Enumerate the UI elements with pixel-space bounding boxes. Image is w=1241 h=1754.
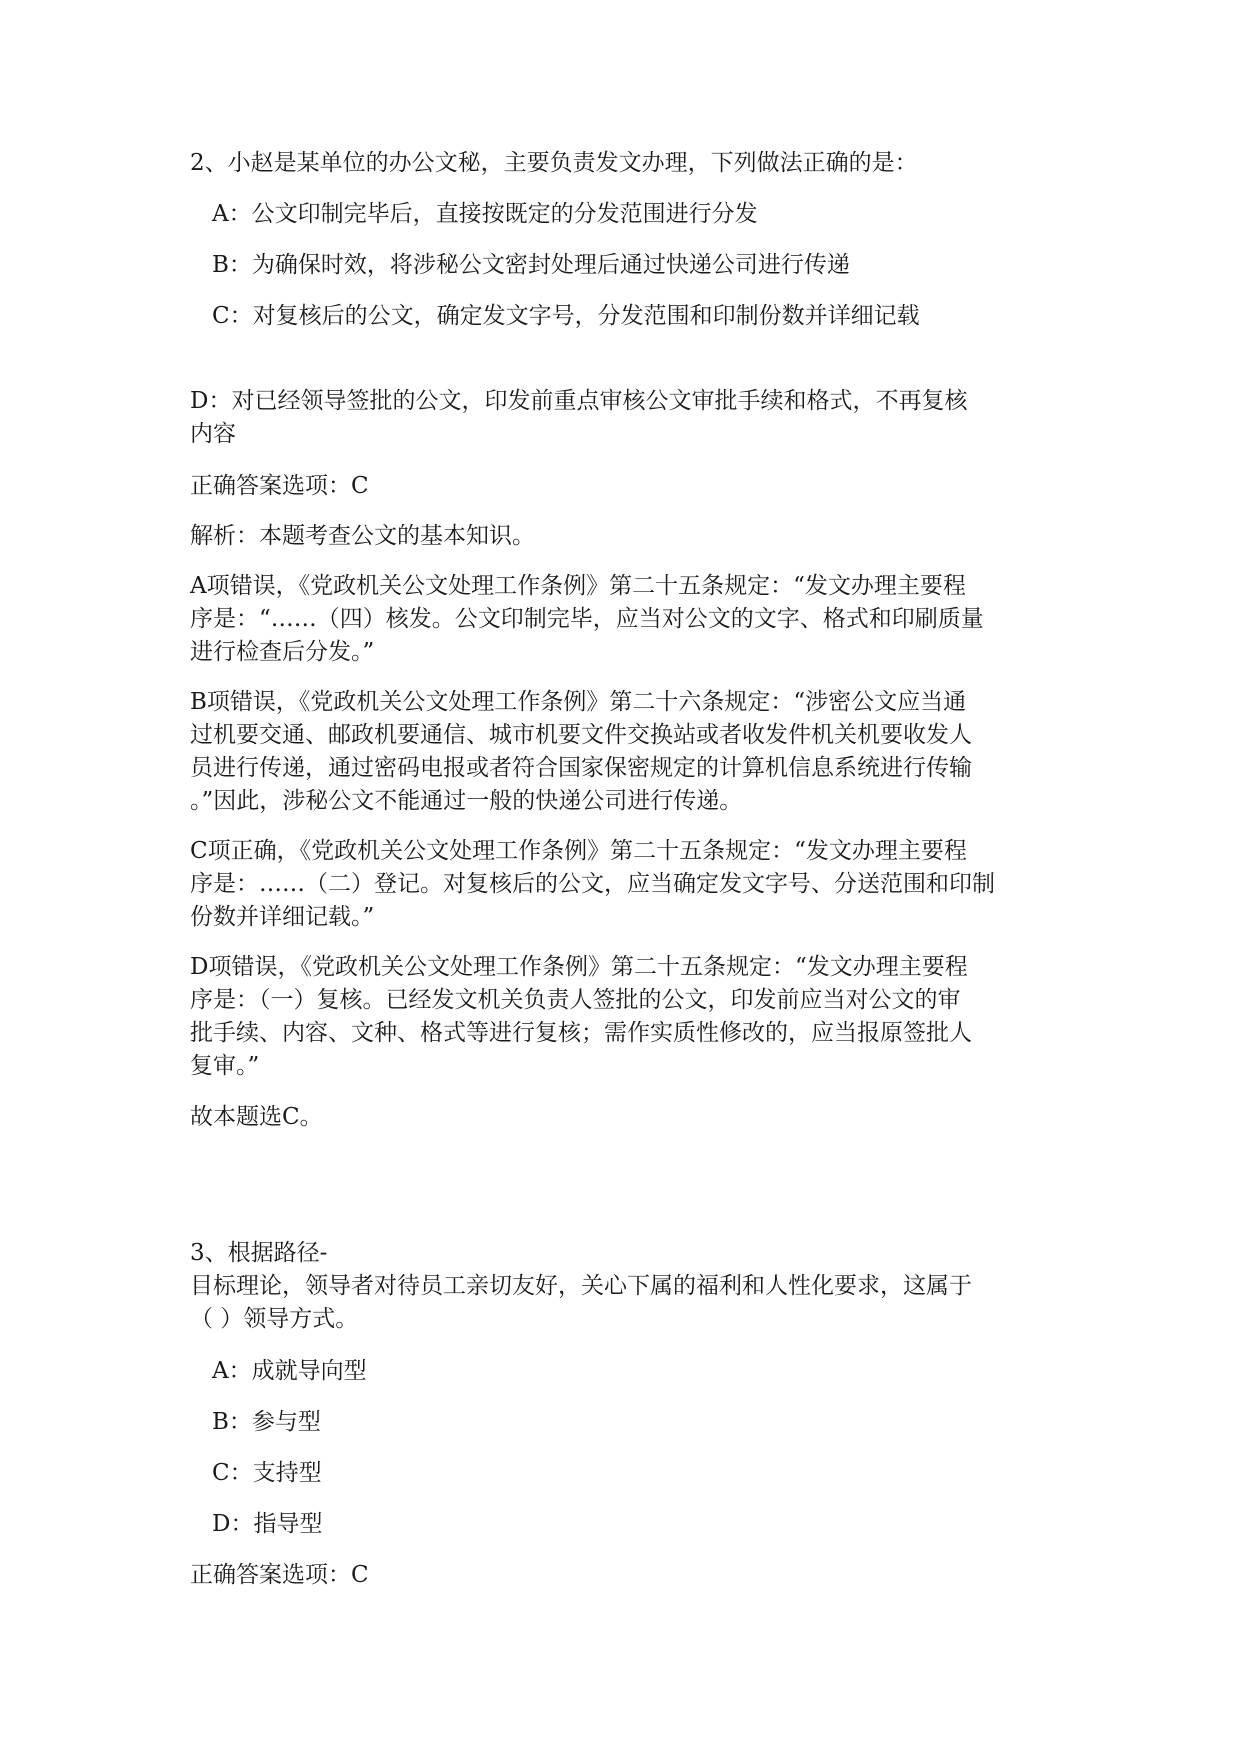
- question-2-conclusion: 故本题选C。: [190, 1104, 323, 1130]
- question-2-option-d-cont: 内容: [190, 421, 236, 447]
- d-explanation-line: 复审。”: [190, 1053, 260, 1079]
- question-2-option-b: B：为确保时效，将涉秘公文密封处理后通过快递公司进行传递: [212, 252, 850, 278]
- question-3-answer: 正确答案选项：C: [190, 1562, 369, 1588]
- question-3-option-b: B：参与型: [212, 1409, 321, 1435]
- b-explanation-line: 过机要交通、邮政机要通信、城市机要文件交换站或者收发件机关机要收发人: [190, 722, 972, 748]
- b-explanation-line: 员进行传递，通过密码电报或者符合国家保密规定的计算机信息系统进行传输: [190, 755, 972, 781]
- question-2-option-c: C：对复核后的公文，确定发文字号，分发范围和印制份数并详细记载: [212, 303, 920, 329]
- question-3-option-c: C：支持型: [212, 1460, 322, 1486]
- b-explanation-line: B项错误，《党政机关公文处理工作条例》第二十六条规定：“涉密公文应当通: [190, 689, 967, 715]
- d-explanation-line: 批手续、内容、文种、格式等进行复核；需作实质性修改的，应当报原签批人: [190, 1020, 972, 1046]
- a-explanation-line: 进行检查后分发。”: [190, 639, 375, 665]
- question-2-stem: 2、小赵是某单位的办公文秘，主要负责发文办理，下列做法正确的是：: [190, 150, 918, 176]
- question-3-stem-cont: （ ）领导方式。: [190, 1306, 359, 1332]
- a-explanation-line: 序是：“……（四）核发。公文印制完毕，应当对公文的文字、格式和印刷质量: [190, 606, 984, 632]
- question-2-analysis: 解析：本题考查公文的基本知识。: [190, 523, 535, 549]
- question-3-option-d: D：指导型: [212, 1511, 323, 1537]
- question-3-stem-cont: 目标理论，领导者对待员工亲切友好，关心下属的福利和人性化要求，这属于: [190, 1273, 972, 1299]
- b-explanation-line: 。”因此，涉秘公文不能通过一般的快递公司进行传递。: [190, 788, 743, 814]
- question-3-stem: 3、根据路径-: [190, 1240, 328, 1266]
- question-2-option-d: D：对已经领导签批的公文，印发前重点审核公文审批手续和格式，不再复核: [190, 388, 968, 414]
- c-explanation-line: 份数并详细记载。”: [190, 904, 375, 930]
- d-explanation-line: 序是：（一）复核。已经发文机关负责人签批的公文，印发前应当对公文的审: [190, 987, 961, 1013]
- question-3-option-a: A：成就导向型: [212, 1358, 367, 1384]
- question-2-option-a: A：公文印制完毕后，直接按既定的分发范围进行分发: [212, 201, 758, 227]
- a-explanation-line: A项错误，《党政机关公文处理工作条例》第二十五条规定：“发文办理主要程: [190, 573, 966, 599]
- c-explanation-line: C项正确，《党政机关公文处理工作条例》第二十五条规定：“发文办理主要程: [190, 838, 967, 864]
- question-2-answer: 正确答案选项：C: [190, 473, 369, 499]
- c-explanation-line: 序是：……（二）登记。对复核后的公文，应当确定发文字号、分送范围和印制: [190, 871, 995, 897]
- d-explanation-line: D项错误，《党政机关公文处理工作条例》第二十五条规定：“发文办理主要程: [190, 954, 968, 980]
